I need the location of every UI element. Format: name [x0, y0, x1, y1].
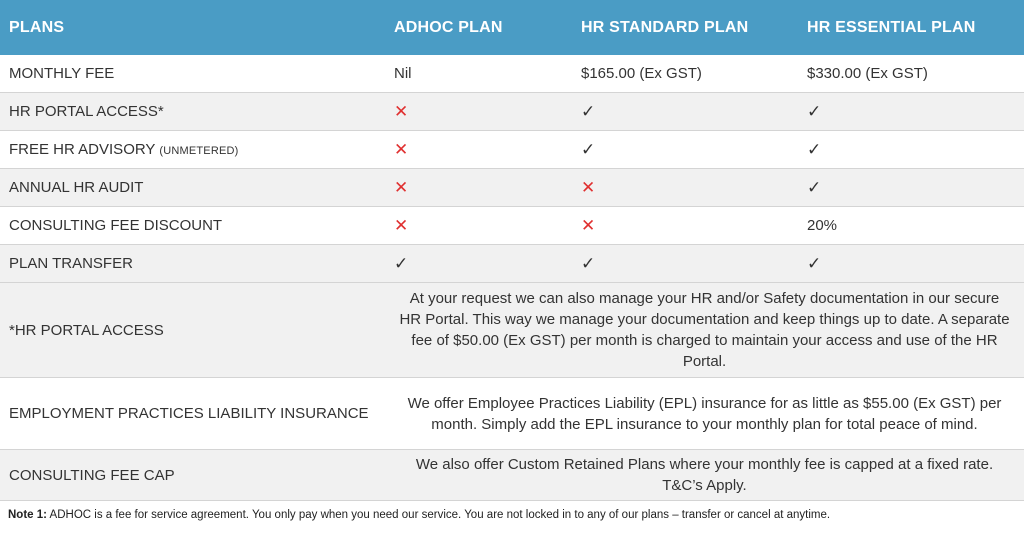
hr-essential-check-icon: ✓: [798, 169, 1024, 207]
epl-insurance-row: [0, 378, 1024, 450]
feature-name: HR PORTAL ACCESS*: [9, 103, 164, 120]
feature-label: [0, 55, 385, 93]
hr-standard-check-icon: ✓: [572, 245, 798, 283]
hr-standard-check-icon: ✓: [572, 131, 798, 169]
header-hr-standard-plan: HR STANDARD PLAN: [572, 0, 798, 55]
feature-label: [0, 169, 385, 207]
hr-essential-value: $330.00 (Ex GST): [798, 55, 1024, 93]
adhoc-cross-icon: ✕: [385, 169, 572, 207]
hr-essential-check-icon: ✓: [798, 93, 1024, 131]
feature-name: ANNUAL HR AUDIT: [9, 179, 144, 196]
hr-standard-cross-icon: ✕: [572, 207, 798, 245]
row-description: We offer Employee Practices Liability (EPL) insurance for as little as $55.00 (Ex GST) per month. Simply add the EPL insurance to your monthly plan for total peace of mind.: [385, 378, 1024, 450]
header-hr-essential-plan: HR ESSENTIAL PLAN: [798, 0, 1024, 55]
adhoc-cross-icon: ✕: [385, 93, 572, 131]
hr-standard-cross-icon: ✕: [572, 169, 798, 207]
table-row: [0, 131, 1024, 169]
feature-qualifier: (UNMETERED): [159, 145, 239, 157]
adhoc-cross-icon: ✕: [385, 131, 572, 169]
hr-standard-check-icon: ✓: [572, 93, 798, 131]
hr-essential-value: 20%: [798, 207, 1024, 245]
hr-essential-check-icon: ✓: [798, 131, 1024, 169]
header-plans: PLANS: [0, 0, 385, 55]
feature-label: [0, 93, 385, 131]
row-label: CONSULTING FEE CAP: [0, 450, 385, 501]
row-description: At your request we can also manage your HR and/or Safety documentation in our secure HR Portal. This way we manage your documentation and keep things up to date. A separate fee of $50.00 (Ex GST) per month is charged to maintain your access and use of the HR Portal.: [385, 283, 1024, 378]
table-row: [0, 207, 1024, 245]
table-row: [0, 245, 1024, 283]
footnote-text: ADHOC is a fee for service agreement. You only pay when you need our service. You are not locked in to any of our plans – transfer or cancel at anytime.: [46, 509, 831, 521]
consulting-fee-cap-row: [0, 450, 1024, 501]
hr-standard-value: $165.00 (Ex GST): [572, 55, 798, 93]
feature-label: [0, 207, 385, 245]
adhoc-value: Nil: [385, 55, 572, 93]
header-adhoc-plan: ADHOC PLAN: [385, 0, 572, 55]
hr-essential-check-icon: ✓: [798, 245, 1024, 283]
feature-name: MONTHLY FEE: [9, 65, 115, 82]
feature-rows: [0, 55, 1024, 283]
row-label: EMPLOYMENT PRACTICES LIABILITY INSURANCE: [0, 378, 385, 450]
adhoc-cross-icon: ✕: [385, 207, 572, 245]
adhoc-check-icon: ✓: [385, 245, 572, 283]
footnote: [0, 501, 1024, 521]
header-row: [0, 0, 1024, 55]
table-row: [0, 169, 1024, 207]
footnote-label: Note 1:: [8, 509, 47, 521]
table-row: [0, 55, 1024, 93]
hr-portal-access-info-row: [0, 283, 1024, 378]
feature-name: FREE HR ADVISORY: [9, 141, 156, 158]
feature-name: CONSULTING FEE DISCOUNT: [9, 217, 223, 234]
feature-label: [0, 245, 385, 283]
feature-name: PLAN TRANSFER: [9, 255, 133, 272]
row-label: *HR PORTAL ACCESS: [0, 283, 385, 378]
row-description: We also offer Custom Retained Plans where your monthly fee is capped at a fixed rate. T&C’s Apply.: [385, 450, 1024, 501]
table-row: [0, 93, 1024, 131]
feature-label: [0, 131, 385, 169]
